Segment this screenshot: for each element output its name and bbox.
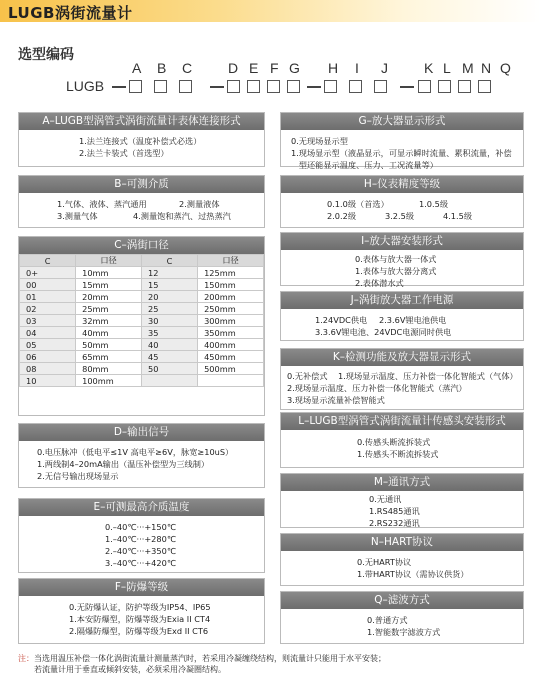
section-k-item: 3.现场显示流量补偿智能式	[287, 395, 385, 405]
section-d-item: 1.两线制4–20mA输出（温压补偿型为三线制）	[37, 459, 210, 469]
footnote-text: 当选用温压补偿一体化涡街流量计测量蒸汽时，若采用冷凝缠绕结构，则流量计只能用于水平安装；	[34, 654, 386, 663]
section-d-item: 0.电压脉冲（低电平≤1V 高电平≥6V，脉宽≥10uS）	[37, 447, 234, 457]
caliber-size	[198, 375, 264, 387]
code-letter: J	[381, 60, 388, 76]
section-b-item: 3.测量气体	[57, 211, 98, 221]
code-box	[154, 80, 167, 93]
section-a-title: A–LUGB型涡管式涡街流量计表体连接形式	[19, 113, 264, 130]
caliber-size: 20mm	[76, 291, 142, 303]
code-dash	[112, 86, 126, 88]
section-a	[18, 112, 265, 167]
table-row	[20, 267, 264, 279]
section-l	[280, 412, 524, 468]
section-b-item: 4.测量饱和蒸汽、过热蒸汽	[133, 211, 231, 221]
caliber-code: 03	[20, 315, 76, 327]
section-a-item: 2.法兰卡装式（首选型）	[79, 148, 169, 158]
section-d-title: D–输出信号	[19, 424, 264, 441]
section-j	[280, 291, 524, 341]
caliber-size: 450mm	[198, 351, 264, 363]
section-k	[280, 348, 524, 410]
code-letters	[0, 60, 541, 76]
section-j-item: 3.3.6V锂电池、24VDC电源同时供电	[315, 327, 452, 337]
caliber-size: 250mm	[198, 303, 264, 315]
section-d	[18, 423, 265, 488]
caliber-header: 口径	[76, 255, 142, 267]
caliber-code	[141, 375, 197, 387]
section-f-item: 0.无防爆认证，防护等级为IP54、IP65	[69, 602, 211, 612]
footnote	[18, 653, 533, 675]
caliber-header: 口径	[198, 255, 264, 267]
caliber-size: 200mm	[198, 291, 264, 303]
code-letter: N	[481, 60, 492, 76]
section-f	[18, 578, 265, 644]
caliber-size: 500mm	[198, 363, 264, 375]
title-bar	[0, 0, 541, 22]
section-h-item: 0.1.0级（首选）	[327, 199, 389, 209]
caliber-size: 100mm	[76, 375, 142, 387]
caliber-code: 45	[141, 351, 197, 363]
section-n	[280, 533, 524, 586]
table-row	[20, 351, 264, 363]
table-row	[20, 279, 264, 291]
section-e-item: 1.–40℃···+280℃	[105, 534, 177, 544]
section-n-title: N–HART协议	[281, 534, 523, 551]
caliber-code: 04	[20, 327, 76, 339]
section-j-item: 2.3.6V锂电池供电	[379, 315, 447, 325]
section-n-item: 0.无HART协议	[357, 557, 412, 567]
code-prefix: LUGB	[66, 78, 105, 94]
section-h-item: 1.0.5级	[419, 199, 449, 209]
caliber-code: 10	[20, 375, 76, 387]
section-b-item: 1.气体、液体、蒸汽通用	[57, 199, 147, 209]
section-k-item: 0.无补偿式 1.现场显示温度、压力补偿一体化智能式（气体）	[287, 371, 518, 381]
caliber-size: 10mm	[76, 267, 142, 279]
section-j-item: 1.24VDC供电	[315, 315, 368, 325]
code-box	[478, 80, 491, 93]
code-box	[179, 80, 192, 93]
section-m-item: 2.RS232通讯	[369, 518, 420, 528]
selection-code-title: 选型编码	[18, 47, 74, 63]
footnote-label: 注：	[18, 654, 34, 663]
code-letter: Q	[500, 60, 511, 76]
section-g-item: 0.无现场显示型	[291, 136, 348, 146]
section-h-item: 3.2.5级	[385, 211, 415, 221]
caliber-code: 05	[20, 339, 76, 351]
code-box	[247, 80, 260, 93]
caliber-code: 0+	[20, 267, 76, 279]
code-dash	[210, 86, 224, 88]
code-letter: I	[355, 60, 359, 76]
code-letter: K	[424, 60, 434, 76]
caliber-code: 40	[141, 339, 197, 351]
table-row	[20, 315, 264, 327]
section-k-item: 2.现场显示温度、压力补偿一体化智能式（蒸汽）	[287, 383, 467, 393]
section-g-title: G–放大器显示形式	[281, 113, 523, 130]
code-box	[287, 80, 300, 93]
section-q-item: 0.普通方式	[367, 615, 408, 625]
code-letter: A	[132, 60, 142, 76]
section-j-title: J–涡街放大器工作电源	[281, 292, 523, 309]
caliber-size: 125mm	[198, 267, 264, 279]
section-b	[18, 175, 265, 228]
code-letter: G	[289, 60, 300, 76]
code-box	[227, 80, 240, 93]
section-l-item: 1.传感头不断流拆装式	[357, 449, 439, 459]
caliber-code: 00	[20, 279, 76, 291]
code-box	[129, 80, 142, 93]
caliber-code: 12	[141, 267, 197, 279]
section-e-title: E–可测最高介质温度	[19, 499, 264, 516]
section-h	[280, 175, 524, 228]
section-b-item: 2.测量液体	[179, 199, 220, 209]
section-c	[18, 236, 265, 416]
caliber-size: 65mm	[76, 351, 142, 363]
caliber-header: C	[141, 255, 197, 267]
code-box	[438, 80, 451, 93]
caliber-size: 25mm	[76, 303, 142, 315]
section-m	[280, 473, 524, 528]
section-i-title: I–放大器安装形式	[281, 233, 523, 250]
code-row	[66, 78, 506, 96]
section-e-item: 0.–40℃···+150℃	[105, 522, 177, 532]
caliber-size: 80mm	[76, 363, 142, 375]
code-dash	[400, 86, 414, 88]
caliber-size: 350mm	[198, 327, 264, 339]
section-k-title: K–检测功能及放大器显示形式	[281, 349, 523, 366]
caliber-code: 01	[20, 291, 76, 303]
section-d-item: 2.无信号输出现场显示	[37, 471, 119, 481]
section-b-title: B–可测介质	[19, 176, 264, 193]
section-f-item: 1.本安防爆型，防爆等级为Exia II CT4	[69, 614, 211, 624]
code-letter: B	[157, 60, 167, 76]
section-i	[280, 232, 524, 286]
caliber-table	[19, 254, 264, 387]
section-m-title: M–通讯方式	[281, 474, 523, 491]
code-dash	[307, 86, 321, 88]
section-g-item: 型还能显示温度、压力、工况流量等）	[291, 160, 438, 170]
caliber-size: 32mm	[76, 315, 142, 327]
section-n-item: 1.带HART协议（需协议供货）	[357, 569, 469, 579]
caliber-code: 02	[20, 303, 76, 315]
caliber-size: 300mm	[198, 315, 264, 327]
table-row	[20, 363, 264, 375]
section-l-item: 0.传感头断流拆装式	[357, 437, 431, 447]
section-q	[280, 591, 524, 644]
caliber-size: 150mm	[198, 279, 264, 291]
table-row	[20, 375, 264, 387]
section-f-title: F–防爆等级	[19, 579, 264, 596]
code-box	[418, 80, 431, 93]
caliber-code: 30	[141, 315, 197, 327]
caliber-size: 50mm	[76, 339, 142, 351]
code-letter: H	[328, 60, 339, 76]
section-m-item: 1.RS485通讯	[369, 506, 420, 516]
section-e-item: 3.–40℃···+420℃	[105, 558, 177, 568]
code-letter: L	[443, 60, 451, 76]
section-g-item: 1.现场显示型（液晶显示，可显示瞬时流量、累积流量，补偿	[291, 148, 512, 158]
code-letter: E	[249, 60, 259, 76]
section-m-item: 0.无通讯	[369, 494, 402, 504]
table-row	[20, 339, 264, 351]
code-letter: C	[182, 60, 193, 76]
section-i-item: 2.表体潜水式	[355, 278, 404, 288]
caliber-header: C	[20, 255, 76, 267]
section-g	[280, 112, 524, 170]
caliber-code: 25	[141, 303, 197, 315]
code-box	[374, 80, 387, 93]
section-a-item: 1.法兰连接式（温度补偿式必选）	[79, 136, 202, 146]
section-q-title: Q–滤波方式	[281, 592, 523, 609]
section-e-item: 2.–40℃···+350℃	[105, 546, 177, 556]
caliber-code: 15	[141, 279, 197, 291]
page-title: LUGB涡街流量计	[8, 4, 133, 22]
table-row	[20, 291, 264, 303]
code-box	[324, 80, 337, 93]
code-letter: D	[228, 60, 239, 76]
section-h-title: H–仪表精度等级	[281, 176, 523, 193]
code-box	[458, 80, 471, 93]
section-e	[18, 498, 265, 573]
caliber-code: 20	[141, 291, 197, 303]
section-h-item: 2.0.2级	[327, 211, 357, 221]
caliber-code: 06	[20, 351, 76, 363]
code-box	[349, 80, 362, 93]
section-f-item: 2.隔爆防爆型，防爆等级为Exd II CT6	[69, 626, 209, 636]
footnote-text: 若流量计用于垂直或倾斜安装，必须采用冷凝圈结构。	[34, 665, 226, 674]
code-box	[267, 80, 280, 93]
section-h-item: 4.1.5级	[443, 211, 473, 221]
section-i-item: 1.表体与放大器分离式	[355, 266, 437, 276]
section-l-title: L–LUGB型涡管式涡街流量计传感头安装形式	[281, 413, 523, 430]
section-q-item: 1.智能数字滤波方式	[367, 627, 441, 637]
caliber-size: 40mm	[76, 327, 142, 339]
section-i-item: 0.表体与放大器一体式	[355, 254, 437, 264]
table-row	[20, 303, 264, 315]
section-c-title: C–涡街口径	[19, 237, 264, 254]
caliber-size: 15mm	[76, 279, 142, 291]
caliber-code: 08	[20, 363, 76, 375]
caliber-code: 35	[141, 327, 197, 339]
table-row	[20, 327, 264, 339]
caliber-size: 400mm	[198, 339, 264, 351]
caliber-code: 50	[141, 363, 197, 375]
code-letter: M	[462, 60, 474, 76]
code-letter: F	[270, 60, 279, 76]
